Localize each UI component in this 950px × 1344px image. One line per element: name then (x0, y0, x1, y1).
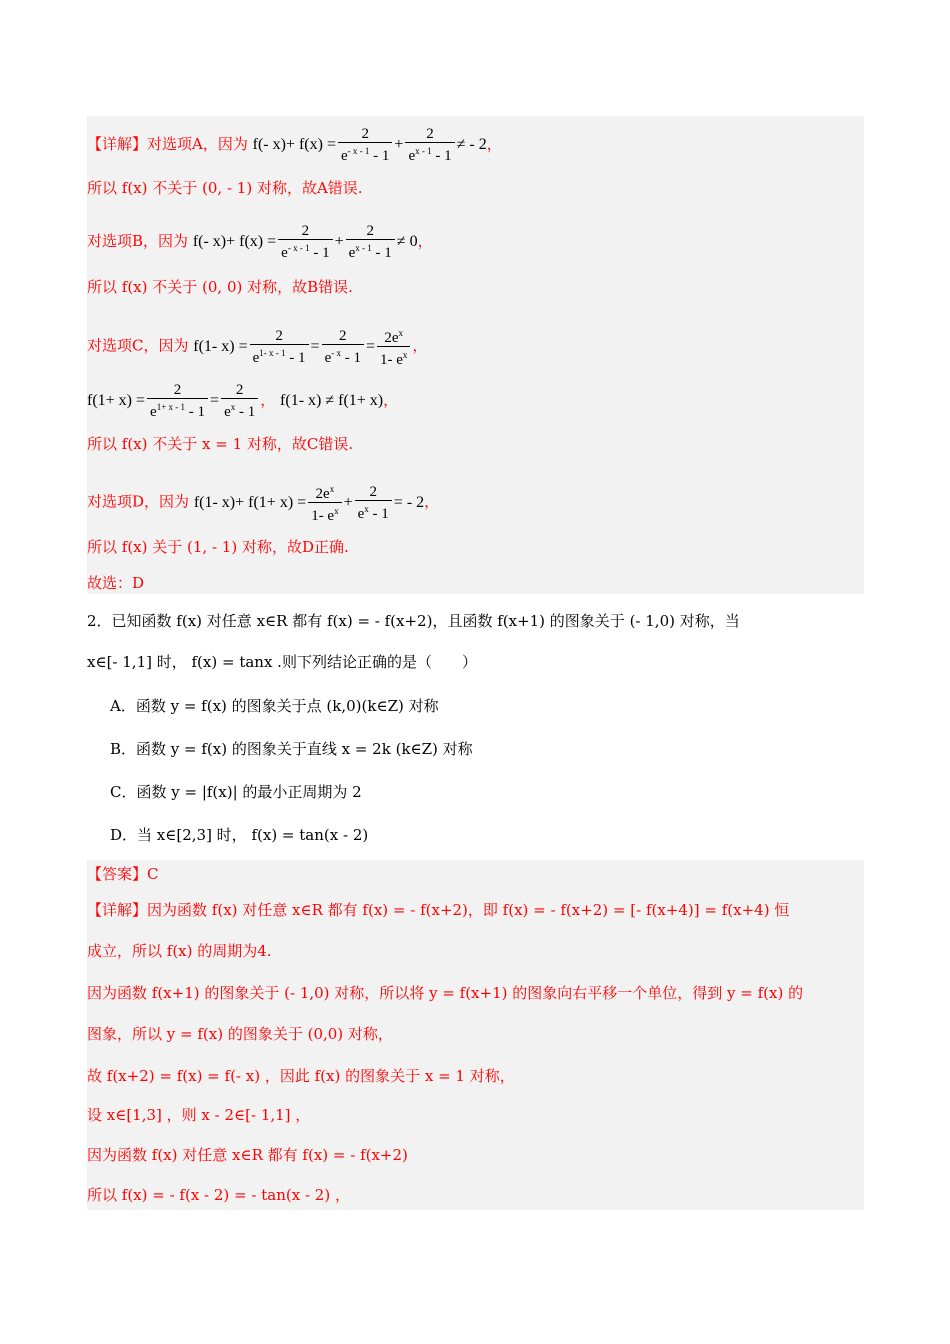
answer-line (87, 864, 159, 884)
answer-value: C (147, 865, 159, 883)
sol1-line-d-conclusion: 所以 f(x) 关于 (1, - 1) 对称，故D正确. (87, 538, 349, 556)
option-d: D．当 x∈[2,3] 时， f(x) = tan(x - 2) (110, 826, 369, 844)
sol1-line-c2: f(1+ x) = $\frac{2}{e^{1+ x - 1} - 1}$ = $\frac{2}{e^x - 1}$ ， f(1- x) ≠ f(1+ x)， (87, 382, 399, 420)
question2-stem-line1: 2．已知函数 f(x) 对任意 x∈R 都有 f(x) = - f(x+2)，且函数 f(x+1) 的图象关于 (- 1,0) 对称，当 (87, 612, 740, 630)
sol2-line1: 【详解】因为函数 f(x) 对任意 x∈R 都有 f(x) = - f(x+2)，即 f(x) = - f(x+2) = [- f(x+4)] = f(x+4) 恒 (87, 901, 790, 919)
option-a: A．函数 y = f(x) 的图象关于点 (k,0)(k∈Z) 对称 (110, 697, 439, 715)
sol2-line4: 图象，所以 y = f(x) 的图象关于 (0,0) 对称， (87, 1025, 393, 1043)
sol1-line-d: 对选项D，因为 f(1- x)+ f(1+ x) = $\frac{2e^x}{1- e^x}$ + $\frac{2}{e^x - 1}$ = - 2， (87, 483, 440, 524)
option-b: B．函数 y = f(x) 的图象关于直线 x = 2k (k∈Z) 对称 (110, 740, 473, 758)
sol1-line-c-conclusion: 所以 f(x) 不关于 x = 1 对称，故C错误. (87, 435, 354, 453)
sol2-line8: 所以 f(x) = - f(x - 2) = - tan(x - 2) ， (87, 1186, 350, 1204)
question2-stem-line2: x∈[- 1,1] 时， f(x) = tanx .则下列结论正确的是（ ） (87, 653, 477, 671)
detail-tag-2: 【详解】 (87, 901, 148, 919)
sol2-line7: 因为函数 f(x) 对任意 x∈R 都有 f(x) = - f(x+2) (87, 1146, 408, 1164)
detail-tag: 【详解】 (87, 135, 148, 154)
sol2-line2: 成立，所以 f(x) 的周期为4. (87, 942, 272, 960)
sol1-line-a: 【详解】对选项A，因为 f(- x)+ f(x) = $\frac{2}{e^{- x - 1} - 1}$ + $\frac{2}{e^{x - 1} - 1}$ ≠ - 2， (87, 126, 502, 164)
sol1-final-choice: 故选：D (87, 574, 145, 592)
sol2-line5: 故 f(x+2) = f(x) = f(- x) ，因此 f(x) 的图象关于 x = 1 对称， (87, 1067, 515, 1085)
option-c: C．函数 y = |f(x)| 的最小正周期为 2 (110, 783, 362, 801)
sol1-line-b-conclusion: 所以 f(x) 不关于 (0, 0) 对称，故B错误. (87, 278, 353, 296)
sol2-line3: 因为函数 f(x+1) 的图象关于 (- 1,0) 对称，所以将 y = f(x+1) 的图象向右平移一个单位，得到 y = f(x) 的 (87, 984, 804, 1002)
sol1-line-a-conclusion: 所以 f(x) 不关于 (0, - 1) 对称，故A错误. (87, 179, 363, 197)
sol1-line-b: 对选项B，因为 f(- x)+ f(x) = $\frac{2}{e^{- x - 1} - 1}$ + $\frac{2}{e^{x - 1} - 1}$ ≠ 0， (87, 223, 433, 261)
sol2-line6: 设 x∈[1,3] ，则 x - 2∈[- 1,1] ， (87, 1106, 311, 1124)
answer-tag: 【答案】 (87, 865, 148, 883)
sol1-line-c: 对选项C，因为 f(1- x) = $\frac{2}{e^{1- x - 1} - 1}$ = $\frac{2}{e^{- x} - 1}$ = $\frac{2e^x}{1- e^x}$ ， (87, 327, 428, 368)
